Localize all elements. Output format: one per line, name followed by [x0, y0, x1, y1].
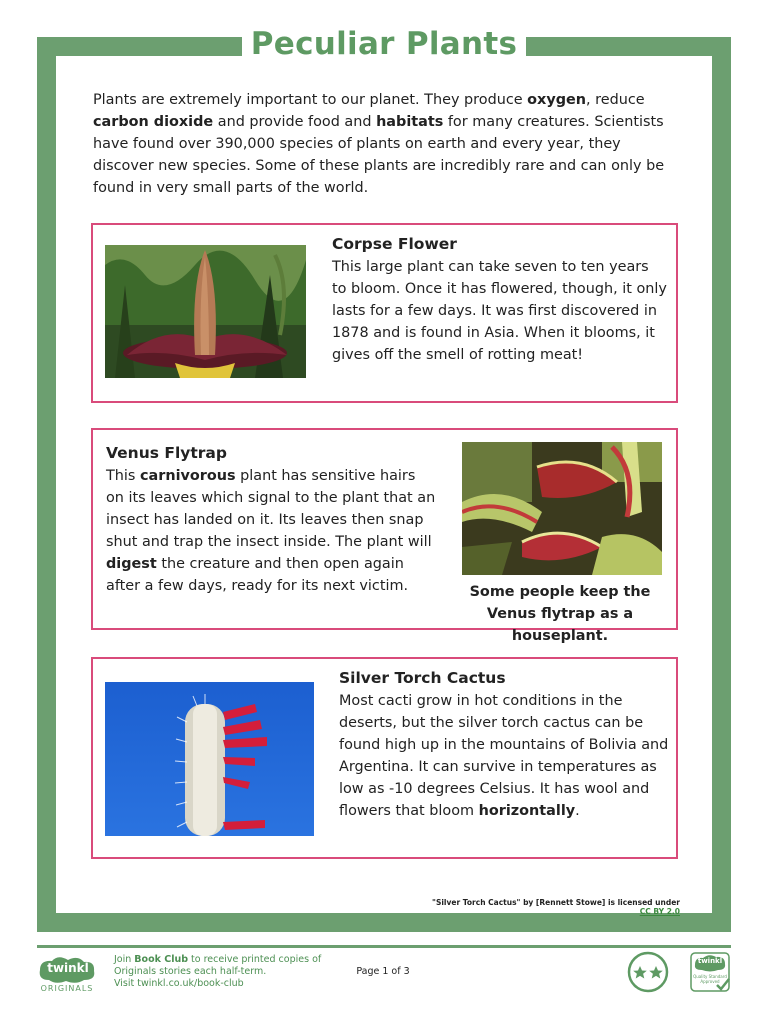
- page-title: Peculiar Plants: [250, 26, 518, 62]
- book-club-pre: Join: [114, 954, 135, 965]
- cactus-text-1: Most cacti grow in hot conditions in the deserts, but the silver torch cactus can be found high up in the mountains of Bolivia and Argentina. It can survive in temperatures as low as -10 degrees Celsius. It has wool and flowers that bloom: [339, 693, 669, 819]
- intro-paragraph: [93, 89, 683, 199]
- image-credit: [420, 898, 680, 916]
- corpse-flower-heading: Corpse Flower: [332, 235, 457, 253]
- stars-badge: [627, 951, 669, 993]
- silver-torch-cactus-card: [91, 657, 678, 859]
- silver-torch-cactus-photo: [105, 682, 314, 836]
- book-club-text: [114, 954, 334, 990]
- footer-divider: [37, 945, 731, 948]
- venus-bold-digest: digest: [106, 556, 157, 572]
- venus-flytrap-card: [91, 428, 678, 644]
- credit-text: "Silver Torch Cactus" by [Rennett Stowe] is licensed under: [432, 898, 680, 907]
- logo-wordmark: twinkl: [47, 961, 89, 975]
- logo-subtitle: ORIGINALS: [40, 984, 94, 993]
- intro-text-2: , reduce: [586, 92, 645, 108]
- cactus-text-2: .: [575, 803, 580, 819]
- venus-bold-carnivorous: carnivorous: [139, 468, 236, 484]
- corpse-flower-text: This large plant can take seven to ten years to bloom. Once it has flowered, though, it only lasts for a few days. It was first discovered in 1878 and is found in Asia. When it blooms, it gives off the smell of rotting meat!: [332, 259, 667, 363]
- corpse-flower-photo: [105, 245, 306, 378]
- intro-bold-oxygen: oxygen: [527, 92, 587, 108]
- book-club-post: to receive printed copies of Originals stories each half-term.: [114, 954, 322, 977]
- page-number: Page 1 of 3: [356, 966, 410, 977]
- venus-flytrap-photo: [462, 442, 662, 575]
- badge-line-1: Quality Standard: [693, 974, 727, 979]
- venus-text-2: plant has sensitive hairs on its leaves which signal to the plant that an insect has landed on it. Its leaves then snap shut and trap the insect inside. The plant will: [106, 468, 436, 550]
- twinkl-originals-logo[interactable]: [36, 956, 98, 996]
- venus-text-1: This: [106, 468, 140, 484]
- title-band: [242, 20, 526, 68]
- intro-bold-carbon-dioxide: carbon dioxide: [93, 114, 214, 130]
- license-link[interactable]: CC BY 2.0: [639, 907, 680, 916]
- book-club-bold: Book Club: [134, 954, 189, 965]
- venus-flytrap-text: [106, 465, 436, 597]
- intro-text-1: Plants are extremely important to our planet. They produce: [93, 92, 528, 108]
- intro-bold-habitats: habitats: [376, 114, 444, 130]
- corpse-flower-card: [91, 223, 678, 403]
- silver-torch-cactus-text: [339, 690, 671, 822]
- quality-standard-badge: [689, 951, 733, 993]
- badge-line-2: Approved: [700, 979, 720, 984]
- silver-torch-cactus-heading: Silver Torch Cactus: [339, 669, 506, 687]
- book-club-link[interactable]: Visit twinkl.co.uk/book-club: [114, 978, 244, 989]
- intro-text-4: for many creatures. Scientists have found over 390,000 species of plants on earth and every year, they discover new species. Some of these plants are incredibly rare and can only be found in very small parts of the world.: [93, 114, 665, 196]
- venus-flytrap-heading: Venus Flytrap: [106, 444, 227, 462]
- cactus-bold-horizontally: horizontally: [478, 803, 576, 819]
- venus-flytrap-caption: Some people keep the Venus flytrap as a houseplant.: [469, 584, 651, 644]
- venus-text-3: the creature and then open again after a few days, ready for its next victim.: [106, 556, 409, 594]
- intro-text-3: and provide food and: [213, 114, 377, 130]
- badge-wordmark: twinkl: [697, 957, 723, 965]
